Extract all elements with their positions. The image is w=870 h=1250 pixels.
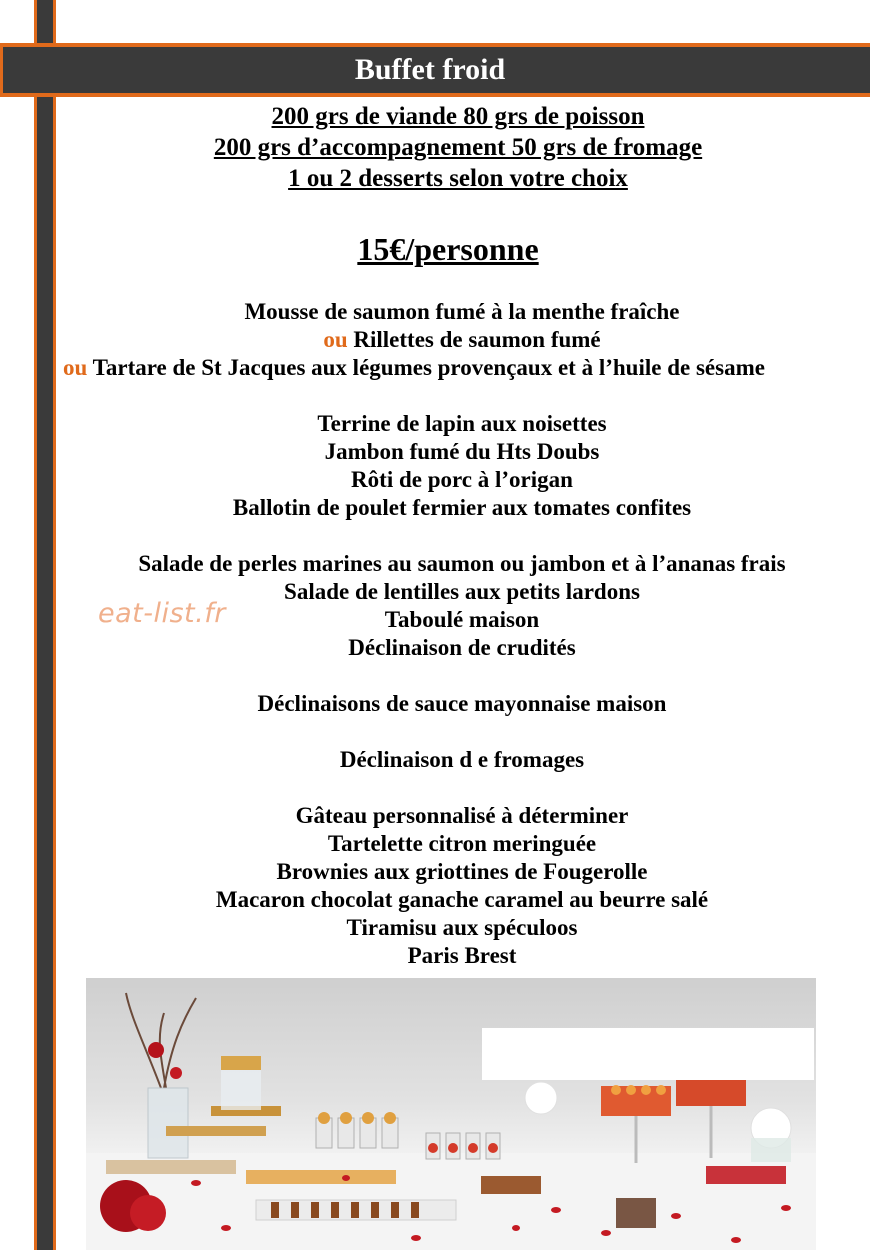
- menu-item: Ballotin de poulet fermier aux tomates confites: [232, 495, 692, 520]
- menu-item: Tartelette citron meringuée: [327, 831, 597, 856]
- or-word: ou: [63, 355, 88, 380]
- page-title-text: Buffet froid: [354, 53, 506, 86]
- or-word: ou: [323, 327, 348, 352]
- intro-line: 200 grs de viande 80 grs de poisson: [271, 103, 645, 130]
- photo-white-box: [482, 1028, 814, 1080]
- intro-block: [60, 101, 870, 194]
- menu-item: Jambon fumé du Hts Doubs: [324, 439, 600, 464]
- watermark: eat-list.fr: [98, 598, 226, 629]
- menu-item: Gâteau personnalisé à déterminer: [295, 803, 629, 828]
- intro-line: 200 grs d’accompagnement 50 grs de fromage: [213, 134, 703, 161]
- price-text: 15€/personne: [357, 231, 539, 267]
- buffet-photo: [86, 978, 816, 1250]
- price: [60, 228, 870, 270]
- menu-item: Déclinaison d e fromages: [339, 747, 585, 772]
- menu-item: Brownies aux griottines de Fougerolle: [276, 859, 648, 884]
- buffet-photo-illustration: [86, 978, 816, 1250]
- menu-item: [27, 326, 870, 354]
- menu-list: [0, 298, 870, 970]
- intro-line: 1 ou 2 desserts selon votre choix: [288, 165, 628, 192]
- menu-item: Terrine de lapin aux noisettes: [317, 411, 607, 436]
- menu-item: Déclinaison de crudités: [348, 635, 576, 660]
- header-left-cap: [0, 43, 3, 97]
- menu-item: Macaron chocolat ganache caramel au beurre salé: [215, 887, 709, 912]
- menu-item: [0, 354, 870, 382]
- menu-item: Salade de perles marines au saumon ou jambon et à l’ananas frais: [138, 551, 786, 576]
- menu-item: Paris Brest: [407, 943, 517, 968]
- menu-item-text: Tartare de St Jacques aux légumes provençaux et à l’huile de sésame: [92, 355, 765, 380]
- menu-item: Rôti de porc à l’origan: [351, 467, 573, 492]
- menu-item-text: Rillettes de saumon fumé: [353, 327, 601, 352]
- menu-item: Déclinaisons de sauce mayonnaise maison: [257, 691, 667, 716]
- menu-item: Mousse de saumon fumé à la menthe fraîche: [244, 299, 680, 324]
- menu-item: Taboulé maison: [384, 607, 540, 632]
- menu-item: Salade de lentilles aux petits lardons: [284, 579, 640, 604]
- frame-vertical-bar-top: [34, 0, 56, 44]
- page-title: [60, 48, 870, 92]
- menu-item: Tiramisu aux spéculoos: [346, 915, 578, 940]
